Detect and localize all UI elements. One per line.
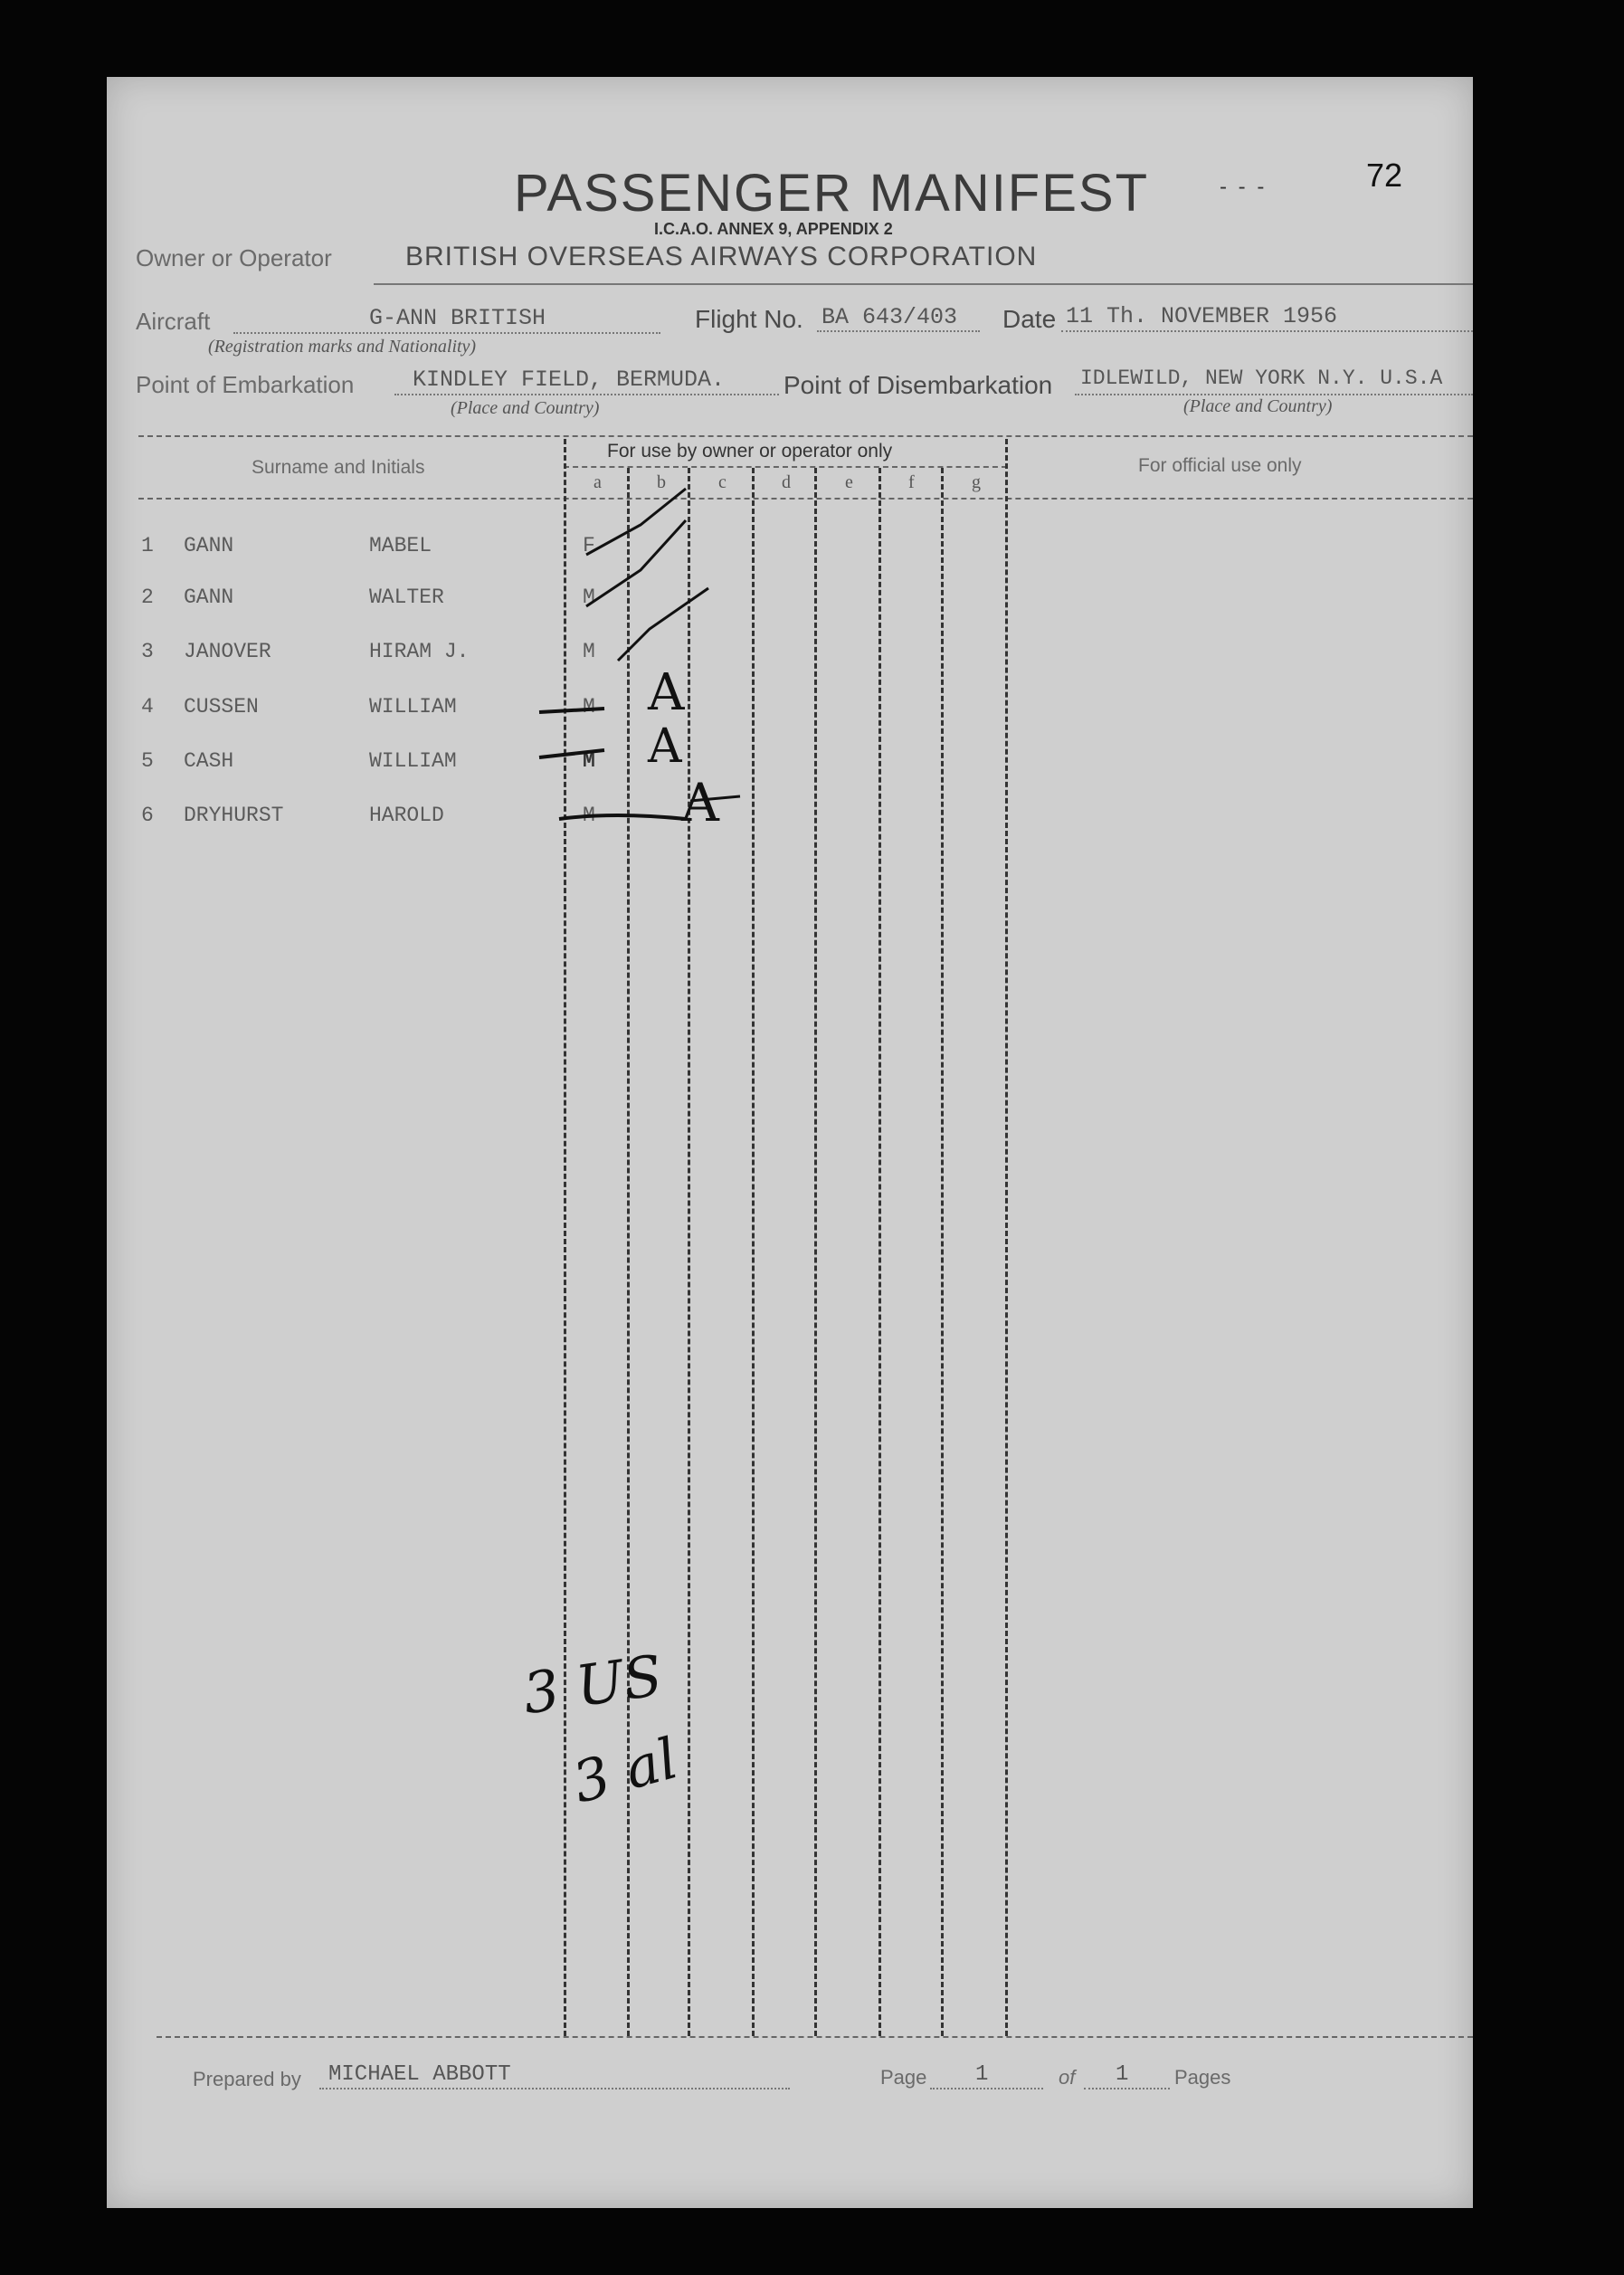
name-column-header: Surname and Initials (252, 457, 425, 478)
row-code: M (583, 695, 595, 719)
prepared-underline (319, 2088, 790, 2089)
row-surname: GANN (184, 585, 234, 609)
column-header-e: e (845, 472, 853, 492)
row-surname: JANOVER (184, 640, 271, 663)
embarkation-label: Point of Embarkation (136, 371, 355, 398)
pages-label: Pages (1174, 2066, 1231, 2089)
row-number: 6 (141, 804, 154, 827)
of-label: of (1059, 2066, 1076, 2089)
page-title: PASSENGER MANIFEST (514, 164, 1150, 223)
strike-stroke (539, 750, 604, 757)
handwritten-strokes (107, 77, 1473, 2208)
row-number: 5 (141, 749, 154, 773)
page-subtitle: I.C.A.O. ANNEX 9, APPENDIX 2 (654, 220, 893, 238)
date-value: 11 Th. NOVEMBER 1956 (1066, 303, 1338, 329)
row-given-name: HIRAM J. (369, 640, 470, 663)
aircraft-label: Aircraft (136, 308, 211, 335)
handwritten-annotation-line2: 3 al (565, 1725, 685, 1816)
of-value: 1 (1116, 2062, 1129, 2087)
row-number: 3 (141, 640, 154, 663)
column-header-d: d (782, 472, 791, 492)
row-given-name: WILLIAM (369, 749, 457, 773)
prepared-by-label: Prepared by (193, 2068, 301, 2090)
strike-stroke (559, 815, 686, 819)
check-mark-stroke (618, 588, 708, 661)
check-mark-stroke (586, 520, 686, 606)
disembarkation-value: IDLEWILD, NEW YORK N.Y. U.S.A (1080, 366, 1443, 390)
aircraft-value: G-ANN BRITISH (369, 305, 546, 331)
handwritten-mark: A (681, 772, 719, 833)
embarkation-hint: (Place and Country) (451, 398, 600, 418)
official-use-header: For official use only (1138, 455, 1302, 476)
row-number: 2 (141, 585, 154, 609)
embarkation-value: KINDLEY FIELD, BERMUDA. (413, 366, 726, 393)
row-given-name: WALTER (369, 585, 444, 609)
footer-rule (157, 2036, 1473, 2038)
prepared-by-value: MICHAEL ABBOTT (328, 2062, 511, 2087)
column-header-a: a (594, 472, 602, 492)
manifest-sheet (107, 77, 1473, 2208)
column-header-f: f (908, 472, 915, 492)
row-surname: CASH (184, 749, 234, 773)
row-number: 4 (141, 695, 154, 719)
owner-value: BRITISH OVERSEAS AIRWAYS CORPORATION (405, 242, 1038, 271)
page-number: 72 (1366, 157, 1403, 194)
row-code: M (583, 804, 595, 827)
owner-use-header: For use by owner or operator only (607, 441, 893, 462)
row-code: M (583, 640, 595, 663)
aircraft-hint: (Registration marks and Nationality) (208, 337, 477, 357)
header-dashes: - - - (1220, 175, 1268, 199)
disembarkation-label: Point of Disembarkation (784, 371, 1053, 399)
row-surname: CUSSEN (184, 695, 259, 719)
row-given-name: MABEL (369, 534, 432, 557)
handwritten-mark: A (648, 719, 682, 774)
column-header-b: b (657, 472, 666, 492)
owner-label: Owner or Operator (136, 244, 332, 271)
check-mark-stroke (586, 489, 686, 555)
row-number: 1 (141, 534, 154, 557)
handwritten-mark: A (648, 663, 685, 722)
disembarkation-hint: (Place and Country) (1183, 396, 1333, 416)
row-given-name: HAROLD (369, 804, 444, 827)
handwritten-annotation-line1: 3 US (518, 1642, 667, 1728)
flight-value: BA 643/403 (821, 304, 958, 330)
date-label: Date (1002, 305, 1057, 333)
row-surname: DRYHURST (184, 804, 284, 827)
page-underline (930, 2088, 1043, 2089)
row-code: M (583, 585, 595, 609)
strike-stroke (539, 709, 604, 712)
row-code: M (583, 749, 595, 773)
row-surname: GANN (184, 534, 234, 557)
column-header-c: c (718, 472, 727, 492)
column-header-g: g (972, 472, 981, 492)
page-label: Page (880, 2066, 927, 2089)
row-given-name: WILLIAM (369, 695, 457, 719)
of-underline (1084, 2088, 1170, 2089)
flight-label: Flight No. (695, 305, 803, 333)
row-code: F (583, 534, 595, 557)
page-value: 1 (975, 2062, 989, 2087)
